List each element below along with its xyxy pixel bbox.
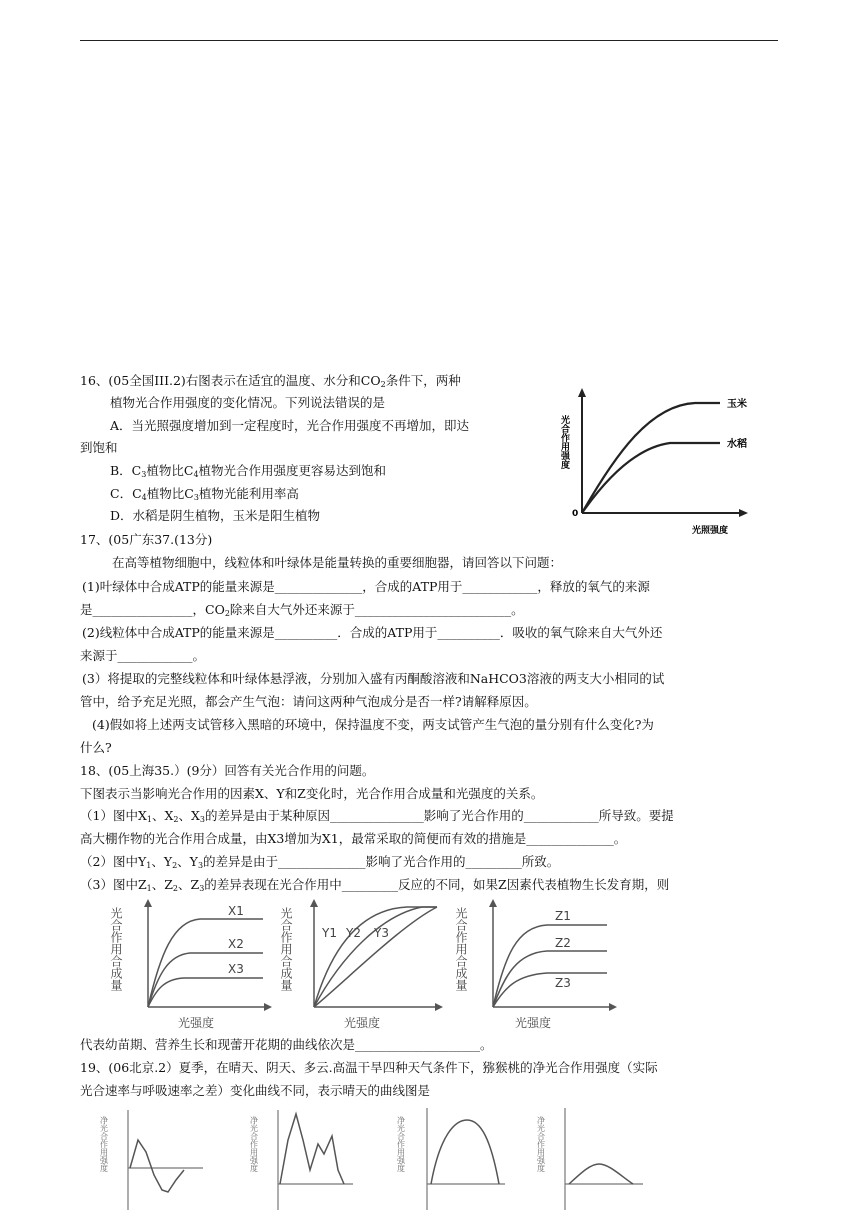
q19c4-curve <box>569 1164 633 1184</box>
q18z-y-arrow <box>489 899 497 907</box>
q17-part4-cont: 什么? <box>80 740 112 755</box>
q18-intro: 下图表示当影响光合作用的因素X、Y和Z变化时，光合作用合成量和光强度的关系。 <box>80 786 544 801</box>
q19c4-y-label: 净光合作用强度 <box>536 1116 546 1172</box>
q18y-curve-y1 <box>314 907 437 1007</box>
q19c2-y-label: 净光合作用强度 <box>249 1116 259 1172</box>
q18-part3: （3）图中$Z_1$、$Z_2$、$Z_3$的差异表现在光合作用中_________反应的不同，如果Z因素代表植物生长发育期，则 <box>80 877 670 893</box>
q19-chart-2 <box>248 1100 358 1216</box>
q16-y-arrow <box>578 388 586 397</box>
q16-option-d: D．水稻是阴生植物，玉米是阳生植物 <box>110 508 321 523</box>
q17-part1-cont: 是________________，$CO_2$除来自大气外还来源于_________________________。 <box>80 602 524 618</box>
q16-option-b: B．$C_3$植物比$C_4$植物光合作用强度更容易达到饱和 <box>110 463 387 479</box>
q16-option-a: A．当光照强度增加到一定程度时，光合作用强度不再增加，即达 <box>110 418 470 433</box>
q19-stem: 19、(06北京.2）夏季，在晴天、阴天、多云.高温干旱四种天气条件下，猕猴桃的净光合作用强度（实际 <box>80 1060 658 1075</box>
q16-x-arrow <box>739 509 748 517</box>
q19-chart-1 <box>98 1100 208 1216</box>
q18-part3-cont: 代表幼苗期、营养生长和现蕾开花期的曲线依次是____________________。 <box>80 1037 493 1052</box>
q18-chart-z <box>455 895 620 1035</box>
header-rule <box>80 40 778 41</box>
q18x-label-x1: X1 <box>228 904 244 918</box>
q16-origin: 0 <box>572 509 579 519</box>
q16-option-c: C．$C_4$植物比$C_3$植物光能利用率高 <box>110 486 299 502</box>
q18-chart-x <box>108 895 273 1035</box>
q18z-curve-z3 <box>493 973 607 1007</box>
q18-chart-y <box>279 895 447 1035</box>
q16-stem-2: 植物光合作用强度的变化情况。下列说法错误的是 <box>110 395 386 410</box>
q18z-x-label: 光强度 <box>515 1016 552 1030</box>
q18z-label-z2: Z2 <box>555 936 571 950</box>
q16-stem: 16、(05全国III.2)右图表示在适宜的温度、水分和$CO_2$条件下，两种 <box>80 373 461 389</box>
q19c3-curve <box>431 1120 499 1184</box>
q18x-curve-x1 <box>148 919 263 1007</box>
q16-y-label: 光合作用强度 <box>559 415 569 469</box>
q17-part2-cont: 来源于____________。 <box>80 648 206 663</box>
q18y-x-arrow <box>435 1003 443 1011</box>
q18-part1: （1）图中$X_1$、$X_2$、$X_3$的差异是由于某种原因_______________影响了光合作用的____________所导致。要提 <box>80 808 674 824</box>
q18x-label-x3: X3 <box>228 962 244 976</box>
q18y-label-y2: Y2 <box>346 926 361 940</box>
q17-intro: 在高等植物细胞中，线粒体和叶绿体是能量转换的重要细胞器，请回答以下问题： <box>112 555 563 570</box>
q18x-label-x2: X2 <box>228 937 244 951</box>
q16-chart <box>560 385 760 540</box>
q17-part1: (1)叶绿体中合成ATP的能量来源是______________，合成的ATP用于____________，释放的氧气的来源 <box>82 579 650 594</box>
q19-chart-4 <box>535 1100 650 1216</box>
q19c2-curve <box>280 1114 344 1184</box>
q17-part3: (3）将提取的完整线粒体和叶绿体悬浮液，分别加入盛有丙酮酸溶液和NaHCO3溶液的两支大小相同的试 <box>82 671 665 686</box>
q18x-y-arrow <box>144 899 152 907</box>
q16-corn-curve <box>582 403 720 513</box>
q18y-curve-y2 <box>314 907 437 1007</box>
q18z-x-arrow <box>609 1003 617 1011</box>
q18-part2: （2）图中$Y_1$、$Y_2$、$Y_3$的差异是由于______________影响了光合作用的_________所致。 <box>80 854 560 870</box>
q18y-x-label: 光强度 <box>344 1016 381 1030</box>
q17-part2: (2)线粒体中合成ATP的能量来源是__________．合成的ATP用于__________．吸收的氧气除来自大气外还 <box>82 625 663 640</box>
q18y-label-y1: Y1 <box>322 926 337 940</box>
q18z-label-z3: Z3 <box>555 976 571 990</box>
q17-part3-cont: 管中，给予充足光照，都会产生气泡：请问这两种气泡成分是否一样?请解释原因。 <box>80 694 537 709</box>
q18z-curve-z1 <box>493 925 607 1007</box>
q19-chart-3 <box>395 1100 510 1216</box>
q18-header: 18、(05上海35.）(9分）回答有关光合作用的问题。 <box>80 763 375 778</box>
q16-label-rice: 水稻 <box>727 439 747 450</box>
q18-part1-cont: 高大棚作物的光合作用合成量，由X3增加为X1，最常采取的简便而有效的措施是______________。 <box>80 831 627 846</box>
q18x-curve-x2 <box>148 953 263 1007</box>
q16-label-corn: 玉米 <box>727 399 747 410</box>
q18x-curve-x3 <box>148 978 263 1007</box>
q18x-y-label: 光合作用合成量 <box>109 907 123 991</box>
q18z-label-z1: Z1 <box>555 909 571 923</box>
q18y-curve-y3 <box>314 907 437 1007</box>
q18y-y-arrow <box>310 899 318 907</box>
q18x-x-label: 光强度 <box>178 1016 215 1030</box>
q16-x-label: 光照强度 <box>692 526 729 536</box>
q19-stem-cont: 光合速率与呼吸速率之差）变化曲线不同，表示晴天的曲线图是 <box>80 1083 431 1098</box>
q18x-x-arrow <box>264 1003 272 1011</box>
q18z-curve-z2 <box>493 951 607 1007</box>
q18y-label-y3: Y3 <box>374 926 389 940</box>
q18y-y-label: 光合作用合成量 <box>279 907 293 991</box>
q19c3-y-label: 净光合作用强度 <box>396 1116 406 1172</box>
q17-part4: (4)假如将上述两支试管移入黑暗的环境中，保持温度不变，两支试管产生气泡的量分别有什么变化?为 <box>92 717 654 732</box>
q17-header: 17、(05广东37.(13分) <box>80 532 213 547</box>
q16-option-a-cont: 到饱和 <box>80 440 118 455</box>
q18z-y-label: 光合作用合成量 <box>454 907 468 991</box>
q19c1-curve <box>130 1140 184 1192</box>
q19c1-y-label: 净光合作用强度 <box>99 1116 109 1172</box>
